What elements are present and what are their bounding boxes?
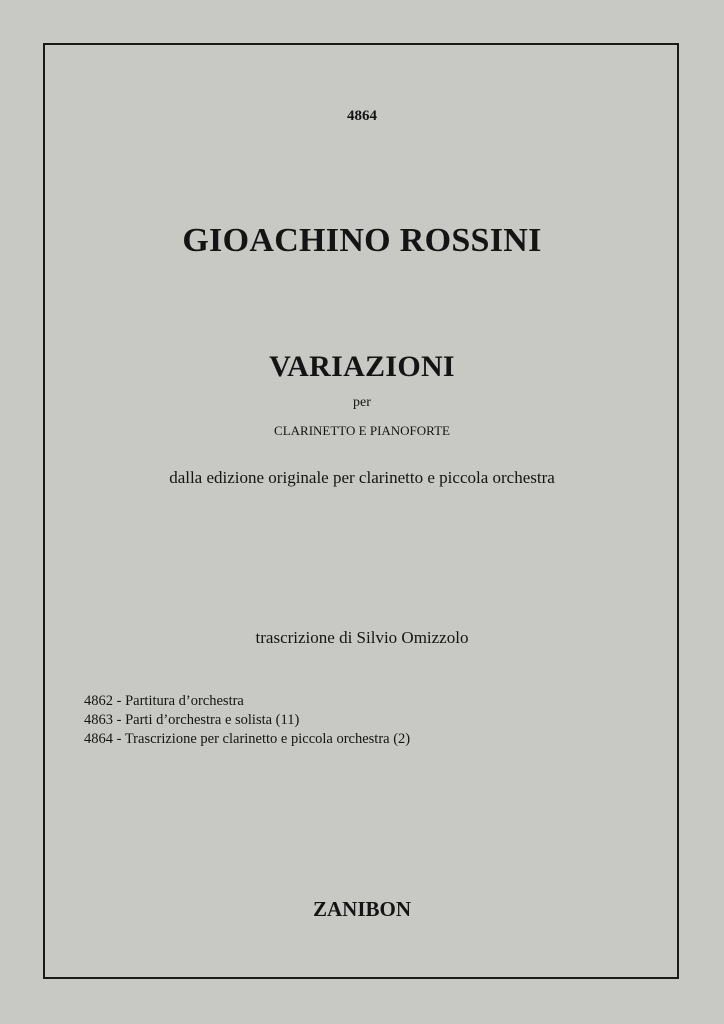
composer-name: GIOACHINO ROSSINI [182,222,542,259]
edition-number: 4863 [84,712,113,728]
edition-number: 4864 [84,731,113,747]
catalog-number: 4864 [347,108,377,124]
edition-separator: - [113,693,126,709]
edition-row [84,711,410,730]
edition-number: 4862 [84,693,113,709]
edition-description: Trascrizione per clarinetto e piccola orchestra (2) [124,731,411,747]
edition-row [84,692,410,711]
edition-row [84,730,410,749]
edition-description: Parti d’orchestra e solista (11) [125,712,300,728]
instrumentation: CLARINETTO E PIANOFORTE [274,423,450,438]
editions-list [84,692,410,749]
edition-separator: - [113,731,125,747]
cover-border [43,43,679,979]
transcription-credit: trascrizione di Silvio Omizzolo [255,628,469,647]
work-title: VARIAZIONI [269,350,455,383]
per-word: per [353,395,371,410]
edition-description: Partitura d’orchestra [125,693,244,709]
edition-separator: - [113,712,126,728]
edition-subtitle: dalla edizione originale per clarinetto e piccola orchestra [169,468,555,487]
publisher-name: ZANIBON [312,897,412,921]
